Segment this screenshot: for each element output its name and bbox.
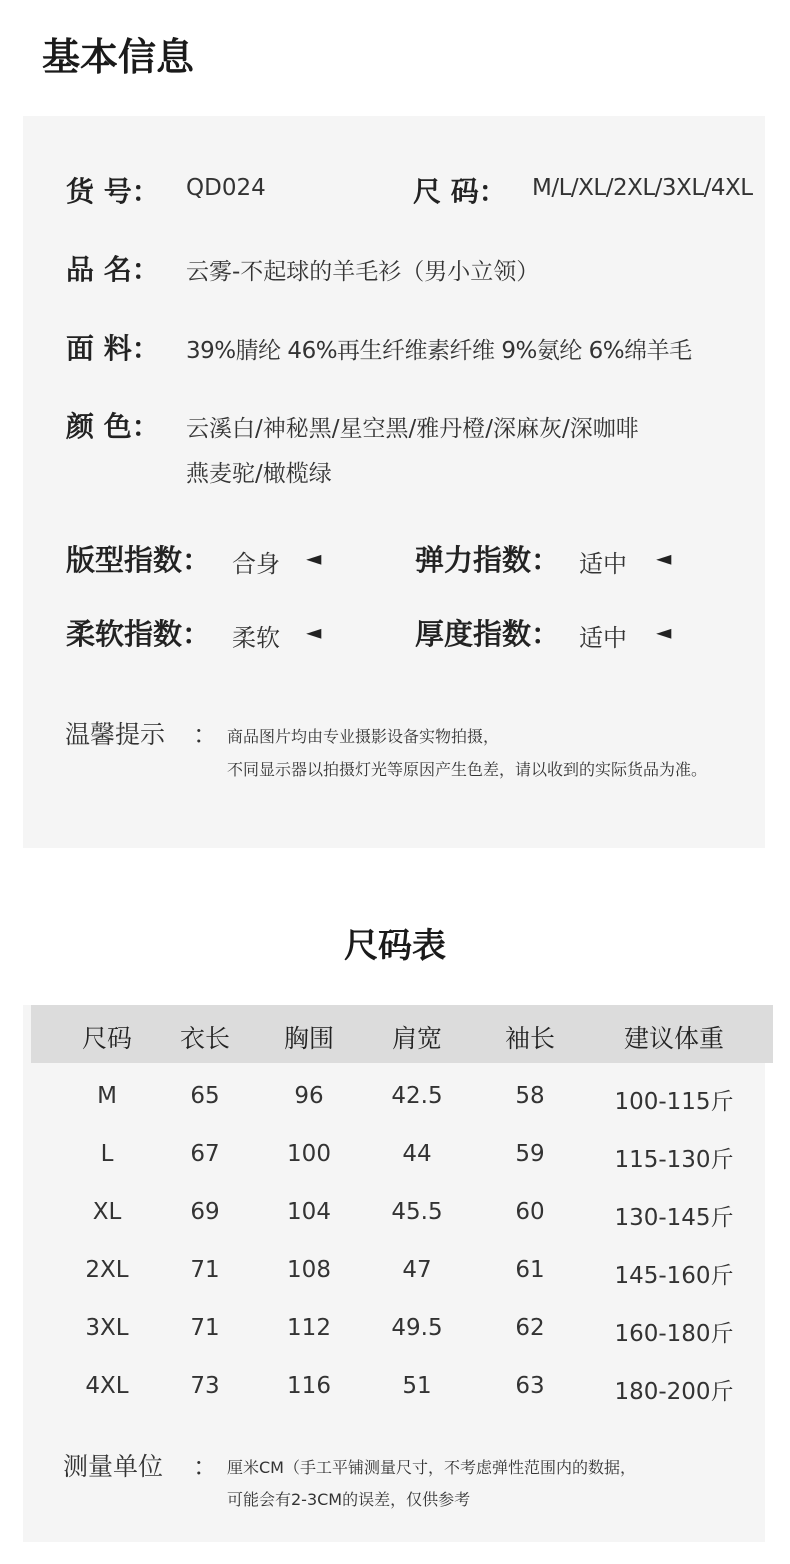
size-label: 尺 码： bbox=[413, 175, 507, 208]
col-header-shoulder: 肩宽 bbox=[391, 1024, 442, 1053]
table-cell: 2XL bbox=[85, 1257, 129, 1283]
elasticity-arrow-icon: ◄ bbox=[656, 546, 672, 570]
table-cell: 69 bbox=[190, 1199, 220, 1225]
table-cell: 62 bbox=[515, 1315, 545, 1341]
col-header-sleeve: 袖长 bbox=[504, 1024, 555, 1053]
fabric-value: 39%腈纶 46%再生纤维素纤维 9%氨纶 6%绵羊毛 bbox=[186, 338, 692, 364]
thickness-index-value: 适中 bbox=[579, 624, 627, 652]
softness-arrow-icon: ◄ bbox=[306, 620, 322, 644]
table-cell: 45.5 bbox=[391, 1199, 443, 1225]
thickness-index-label: 厚度指数： bbox=[415, 617, 561, 651]
table-cell: 96 bbox=[294, 1083, 324, 1109]
table-cell: 71 bbox=[190, 1315, 220, 1341]
table-cell: 100-115斤 bbox=[614, 1089, 734, 1115]
item-no-value: QD024 bbox=[186, 175, 266, 201]
elasticity-index-label: 弹力指数： bbox=[415, 543, 561, 577]
table-cell: 58 bbox=[515, 1083, 545, 1109]
col-header-weight: 建议体重 bbox=[623, 1024, 724, 1053]
table-cell: 59 bbox=[515, 1141, 545, 1167]
table-cell: 51 bbox=[402, 1373, 432, 1399]
table-cell: 49.5 bbox=[391, 1315, 443, 1341]
table-cell: 116 bbox=[287, 1373, 331, 1399]
col-header-size: 尺码 bbox=[81, 1024, 132, 1053]
item-no-label: 货 号： bbox=[66, 175, 160, 208]
table-cell: 47 bbox=[402, 1257, 432, 1283]
table-cell: 130-145斤 bbox=[614, 1205, 734, 1231]
table-cell: 100 bbox=[287, 1141, 331, 1167]
table-cell: 63 bbox=[515, 1373, 545, 1399]
product-name-label: 品 名： bbox=[66, 253, 160, 286]
tip-colon: ： bbox=[193, 720, 219, 749]
table-cell: 180-200斤 bbox=[614, 1379, 734, 1405]
table-cell: 160-180斤 bbox=[614, 1321, 734, 1347]
color-value-line2: 燕麦驼/橄榄绿 bbox=[186, 461, 332, 487]
thickness-arrow-icon: ◄ bbox=[656, 620, 672, 644]
table-cell: 4XL bbox=[85, 1373, 129, 1399]
product-name-value: 云雾-不起球的羊毛衫（男小立领） bbox=[186, 259, 540, 285]
table-cell: 115-130斤 bbox=[614, 1147, 734, 1173]
measure-line1: 厘米CM（手工平铺测量尺寸，不考虑弹性范围内的数据， bbox=[227, 1458, 636, 1477]
elasticity-index-value: 适中 bbox=[579, 550, 627, 578]
table-cell: XL bbox=[92, 1199, 122, 1225]
table-cell: 67 bbox=[190, 1141, 220, 1167]
table-cell: 60 bbox=[515, 1199, 545, 1225]
table-cell: 145-160斤 bbox=[614, 1263, 734, 1289]
col-header-length: 衣长 bbox=[179, 1024, 230, 1053]
size-value: M/L/XL/2XL/3XL/4XL bbox=[532, 175, 753, 201]
measure-line2: 可能会有2-3CM的误差，仅供参考 bbox=[227, 1490, 471, 1509]
fabric-label: 面 料： bbox=[66, 332, 160, 365]
table-cell: 65 bbox=[190, 1083, 220, 1109]
table-cell: 61 bbox=[515, 1257, 545, 1283]
table-cell: 44 bbox=[402, 1141, 432, 1167]
table-cell: 108 bbox=[287, 1257, 331, 1283]
fit-arrow-icon: ◄ bbox=[306, 546, 322, 570]
table-cell: M bbox=[97, 1083, 117, 1109]
table-cell: 3XL bbox=[85, 1315, 129, 1341]
table-cell: 104 bbox=[287, 1199, 331, 1225]
fit-index-label: 版型指数： bbox=[66, 543, 212, 577]
col-header-chest: 胸围 bbox=[283, 1024, 334, 1053]
softness-index-label: 柔软指数： bbox=[66, 617, 212, 651]
page-title: 基本信息 bbox=[42, 35, 195, 79]
size-chart-title: 尺码表 bbox=[344, 926, 446, 966]
tip-label: 温馨提示 bbox=[65, 720, 166, 749]
measure-colon: ： bbox=[193, 1452, 219, 1481]
softness-index-value: 柔软 bbox=[232, 624, 280, 652]
tip-line1: 商品图片均由专业摄影设备实物拍摄， bbox=[227, 727, 500, 746]
table-cell: 71 bbox=[190, 1257, 220, 1283]
table-cell: L bbox=[100, 1141, 114, 1167]
color-label: 颜 色： bbox=[66, 410, 160, 443]
color-value-line1: 云溪白/神秘黑/星空黑/雅丹橙/深麻灰/深咖啡 bbox=[186, 416, 639, 442]
table-cell: 42.5 bbox=[391, 1083, 443, 1109]
measure-label: 测量单位 bbox=[63, 1452, 164, 1481]
tip-line2: 不同显示器以拍摄灯光等原因产生色差，请以收到的实际货品为准。 bbox=[227, 760, 708, 779]
table-cell: 112 bbox=[287, 1315, 331, 1341]
table-cell: 73 bbox=[190, 1373, 220, 1399]
fit-index-value: 合身 bbox=[232, 550, 280, 578]
